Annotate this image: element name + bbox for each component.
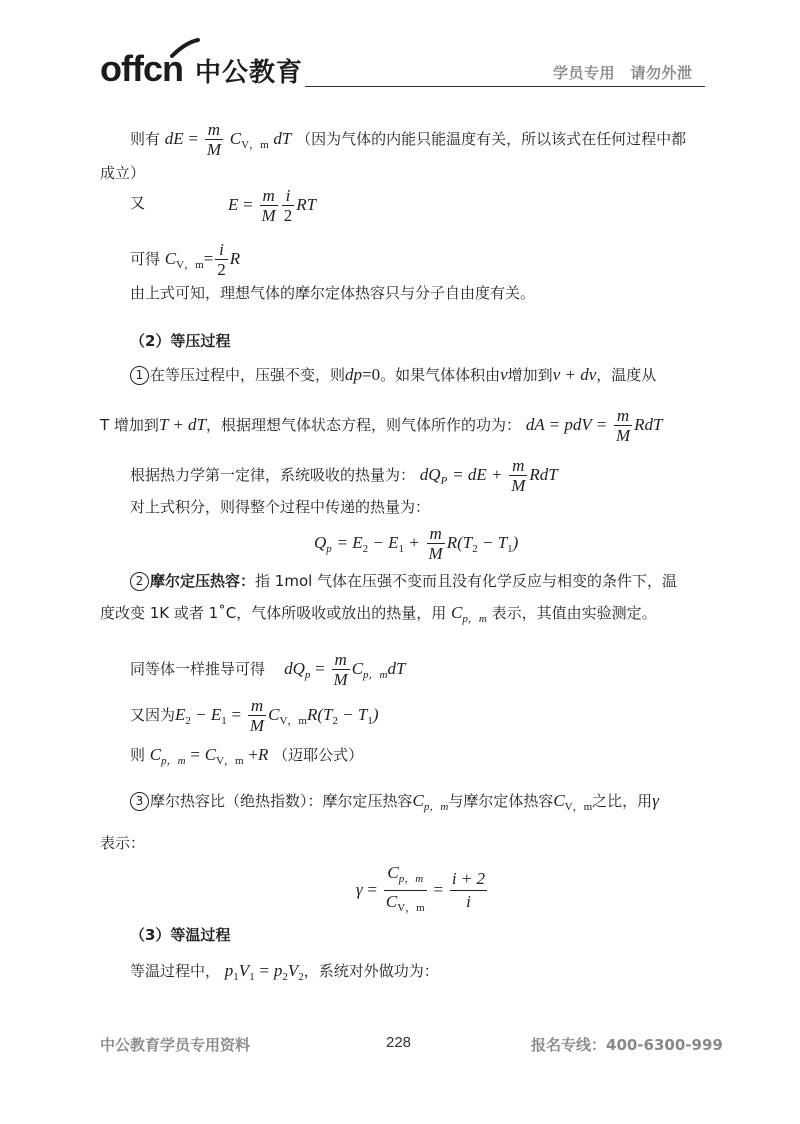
text-line: 等温过程中， $p_1V_1 = p_2V_2$，系统对外做功为： (130, 961, 439, 983)
text-line: 表示： (100, 834, 146, 852)
text-line: 则 $C_{p,m} = C_{V,m} +R$ （迈耶公式） (130, 745, 364, 767)
logo-text-en: offcn (100, 48, 183, 89)
text-line: 可得 $C_{V,m}=$ $\frac{i}{2}$ R (130, 240, 241, 279)
fraction-m-over-M: $\frac{m}{M}$ (206, 120, 222, 159)
logo-text-cn: 中公教育 (195, 58, 304, 88)
text-line: T 增加到T + dT，根据理想气体状态方程，则气体所作的功为： dA = pdV = $\frac{m}{M}$ RdT (100, 406, 663, 445)
footer-hotline: 报名专线：400-6300-999 (531, 1036, 723, 1054)
text-line: 2 摩尔定压热容：指 1mol 气体在压强不变而且没有化学反应与相变的条件下，温 (130, 570, 677, 591)
text-line: 根据热力学第一定律，系统吸收的热量为： $dQ_P$ = dE + $\frac{m}{M}$ RdT (130, 456, 558, 495)
circled-number: 3 (130, 792, 149, 811)
section-heading: （3）等温过程 (130, 926, 231, 944)
text-line: 又因为$E_2 - E_1$ = $\frac{m}{M}$ $C_{V,m}R(T_2 - T_1)$ (130, 696, 379, 735)
text-line: 成立） (100, 164, 146, 182)
text-line: 由上式可知，理想气体的摩尔定体热容只与分子自由度有关。 (130, 284, 536, 302)
text-line: 3 摩尔热容比（绝热指数）：摩尔定压热容$C_{p,m}$与摩尔定体热容$C_{V,m}$之比，用γ (130, 790, 659, 814)
equation-Qp: $Q_p = E_2 - E_1$ + $\frac{m}{M}$ $R(T_2 - T_1)$ (314, 524, 519, 563)
text-line: 度改变 1K 或者 1˚C，气体所吸收或放出的热量，用 $C_{p,m}$ 表示，其值由实验测定。 (100, 603, 657, 625)
circled-number: 1 (130, 366, 149, 385)
equation-gamma: γ = $\frac{C_{p,m}}{C_{V,m}}$ = $\frac{i + 2}{i}$ (356, 863, 486, 914)
equation-E: E = $\frac{m}{M}$ $\frac{i}{2}$ RT (228, 186, 317, 225)
text-line: 又 (130, 194, 146, 212)
circled-number: 2 (130, 572, 149, 591)
page-number: 228 (386, 1034, 412, 1051)
section-heading: （2）等压过程 (130, 332, 231, 350)
header-rule (305, 86, 705, 87)
footer-left: 中公教育学员专用资料 (100, 1036, 251, 1054)
header-notice: 学员专用 请勿外泄 (553, 64, 693, 82)
offcn-logo (100, 38, 305, 90)
text-line: 同等体一样推导可得 $dQ_p$ = $\frac{m}{M}$ $C_{p,m}dT$ (130, 650, 406, 689)
text-line: 1 在等压过程中，压强不变，则dp=0。如果气体体积由v增加到v + dv，温度从 (130, 364, 656, 385)
text-line: 对上式积分，则得整个过程中传递的热量为： (130, 498, 431, 516)
text-line: 则有 dE = $\frac{m}{M}$ $C_{V,m}$ dT （因为气体的内能只能温度有关，所以该式在任何过程中都 (130, 120, 687, 159)
